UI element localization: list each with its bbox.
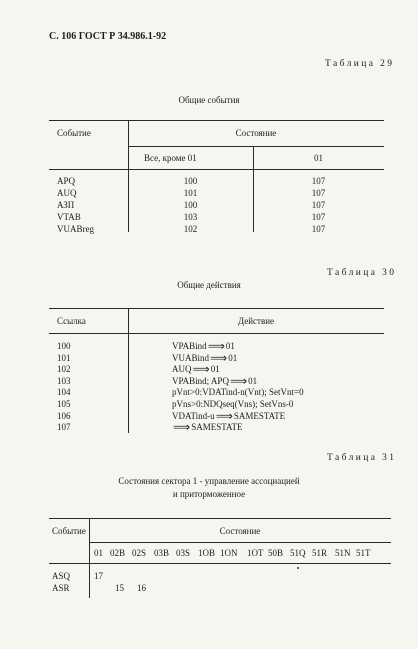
state-cell: 107	[311, 212, 326, 222]
double-arrow-icon: ⟹	[192, 362, 210, 377]
t30-head-rule	[49, 333, 384, 334]
state-cell: 107	[311, 188, 326, 198]
ref-cell: 100	[57, 341, 71, 351]
action-text: VUABind	[172, 352, 210, 363]
state-header: 50B	[268, 548, 284, 558]
action-cell	[172, 362, 220, 377]
action-target: SAMESTATE	[191, 422, 243, 433]
t29-col-event: Событие	[57, 128, 91, 138]
state-cell: 100	[183, 200, 198, 210]
t30-top-rule	[49, 308, 384, 309]
action-text: pVnt>0:VDATind-n(Vnt); SetVnt=0	[172, 387, 304, 398]
action-target: 01	[225, 341, 235, 351]
table-29-label: Таблица 29	[325, 59, 395, 69]
state-cell: 107	[311, 176, 326, 186]
table-31-caption-line2: и приторможенное	[172, 489, 246, 499]
action-text: pVns>0:NDQseq(Vns); SetVns-0	[172, 399, 294, 409]
state-cell: 17	[94, 571, 103, 581]
state-header: 1OB	[198, 548, 216, 558]
ref-cell: 102	[57, 364, 71, 375]
action-text: VPABind; APQ	[172, 375, 229, 386]
double-arrow-icon: ⟹	[229, 373, 248, 388]
t30-col-action: Действие	[237, 316, 275, 326]
event-cell: VUABreg	[57, 224, 94, 234]
event-cell: VTAB	[57, 212, 81, 222]
action-cell	[172, 420, 243, 435]
action-cell	[172, 387, 304, 397]
t31-mark	[297, 567, 299, 569]
state-cell: 15	[115, 583, 124, 593]
page-header: С. 106 ГОСТ Р 34.986.1-92	[49, 31, 167, 42]
ref-cell: 105	[57, 399, 71, 409]
double-arrow-icon: ⟹	[215, 408, 233, 423]
double-arrow-icon: ⟹	[173, 420, 191, 435]
event-cell: ASR	[52, 583, 70, 593]
state-header: 01	[94, 548, 103, 558]
state-cell: 16	[137, 583, 146, 593]
state-header: 51Q	[290, 548, 306, 558]
table-29-caption: Общие события	[178, 95, 240, 105]
action-target: 01	[228, 352, 238, 363]
state-header: 1OT	[247, 548, 264, 558]
action-target: 01	[248, 375, 258, 386]
ref-cell: 104	[57, 387, 71, 398]
state-header: 51R	[312, 548, 328, 558]
event-cell: АЗП	[57, 200, 75, 210]
double-arrow-icon: ⟹	[210, 350, 228, 365]
action-text: VPABind	[172, 341, 207, 351]
state-cell: 100	[183, 176, 198, 186]
action-cell	[172, 350, 238, 365]
t31-col-event: Событие	[52, 526, 86, 536]
ref-cell: 101	[57, 352, 71, 363]
state-header: 1ON	[220, 548, 238, 558]
action-cell	[172, 408, 286, 423]
t31-sub-rule	[89, 542, 391, 543]
t29-top-rule	[49, 120, 384, 121]
event-cell: APQ	[57, 176, 76, 186]
state-cell: 107	[311, 224, 326, 234]
t30-vrule	[128, 308, 129, 433]
state-cell: 103	[183, 212, 198, 222]
event-cell: AUQ	[57, 188, 77, 198]
t29-sub-2: 01	[314, 153, 323, 163]
action-text: VDATind-u	[172, 410, 215, 421]
t29-sub-rule	[128, 146, 384, 147]
action-target: 01	[210, 364, 220, 375]
state-cell: 107	[311, 200, 326, 210]
t30-col-ref: Ссылка	[57, 316, 86, 326]
table-30-caption: Общие действия	[177, 280, 241, 290]
state-cell: 101	[183, 188, 198, 198]
action-cell	[172, 373, 258, 388]
state-header: 02B	[110, 548, 126, 558]
action-text: AUQ	[172, 364, 192, 375]
state-header: 03S	[176, 548, 191, 558]
state-header: 51N	[335, 548, 351, 558]
table-30-label: Таблица 30	[327, 268, 397, 278]
action-target: SAMESTATE	[233, 410, 286, 421]
t31-col-state: Состояние	[219, 526, 261, 536]
table-31-caption-line1: Состояния сектора 1 - управление ассоциацией	[118, 476, 300, 486]
t31-head-rule	[49, 563, 391, 564]
state-cell: 102	[183, 224, 198, 234]
state-header: 03B	[154, 548, 170, 558]
action-cell	[172, 341, 235, 351]
t29-head-rule	[49, 169, 384, 170]
event-cell: ASQ	[52, 571, 71, 581]
double-arrow-icon: ⟹	[207, 339, 225, 353]
state-header: 02S	[132, 548, 147, 558]
t31-top-rule	[49, 518, 391, 519]
t29-col-state: Состояние	[235, 128, 277, 138]
ref-cell: 103	[57, 375, 71, 386]
table-31-label: Таблица 31	[327, 453, 397, 463]
ref-cell: 107	[57, 422, 71, 433]
action-cell	[172, 399, 293, 409]
ref-cell: 106	[57, 410, 71, 421]
t29-sub-1: Все, кроме 01	[144, 153, 197, 163]
state-header: 51T	[356, 548, 371, 558]
